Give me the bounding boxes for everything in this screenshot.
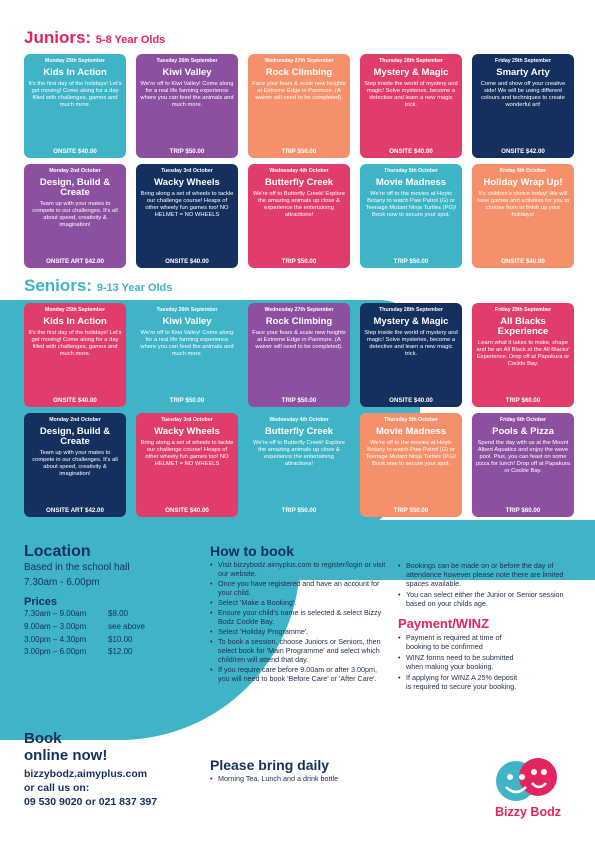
phone-numbers[interactable]: 09 530 9020 or 021 837 397 <box>24 795 158 808</box>
programme-card <box>360 413 462 517</box>
card-price: TRIP $50.00 <box>281 397 317 404</box>
card-date: Tuesday 26th September <box>156 58 218 64</box>
programme-card <box>360 54 462 158</box>
card-date: Monday 25th September <box>45 307 105 313</box>
card-price: TRIP $60.00 <box>505 507 541 514</box>
programme-card <box>136 413 238 517</box>
card-date: Thursday 5th October <box>384 168 438 174</box>
card-price: ONSITE ART $42.00 <box>46 258 104 265</box>
card-price: TRIP $50.00 <box>169 397 205 404</box>
payment-heading: Payment/WINZ <box>398 616 490 631</box>
card-price: ONSITE $40.00 <box>53 397 97 404</box>
card-title: Design, Build & Create <box>39 426 111 448</box>
book-now-section <box>24 730 214 808</box>
seniors-heading <box>24 276 172 296</box>
card-price: ONSITE $42.00 <box>501 148 545 155</box>
programme-card <box>24 413 126 517</box>
programme-card <box>136 54 238 158</box>
list-item: • If you require care before 9.00am or after 3.00pm, you will need to book 'Before Care' or 'After Care'. <box>210 665 390 683</box>
list-item: • Payment is required at time of booking to be confirmed <box>398 633 518 651</box>
card-title: Design, Build & Create <box>39 177 111 199</box>
card-title: All Blacks Experience <box>497 316 549 338</box>
card-title: Kids In Action <box>43 67 107 79</box>
card-date: Wednesday 4th October <box>269 168 329 174</box>
card-date: Friday 29th September <box>495 58 551 64</box>
programme-card <box>472 164 574 268</box>
list-item: • You can select either the Junior or Senior session based on your childs age. <box>398 590 574 608</box>
card-price: TRIP $60.00 <box>505 397 541 404</box>
bookings-section <box>398 543 574 691</box>
card-description: We're off to the movies at Hoyts Botany to watch Paw Patrol (G) or Teenage Mutant Ninja Turtles (PG)! Book now to secure your spot. <box>365 440 457 468</box>
list-item: • Once you have registered and have an account for your child. <box>210 579 390 597</box>
card-description: Bring along a set of wheels to tackle our challenge course! Heaps of other wheely fun games too! NO HELMET = NO WHEELS <box>140 440 234 468</box>
card-date: Tuesday 26th September <box>156 307 218 313</box>
programme-card <box>248 413 350 517</box>
card-description: Bring along a set of wheels to tackle our challenge course! Heaps of other wheely fun games too! NO HELMET = NO WHEELS <box>140 191 234 219</box>
card-date: Tuesday 3rd October <box>161 168 213 174</box>
bring-daily-heading: Please bring daily <box>210 757 330 773</box>
price-time: 3.00pm – 6.00pm <box>24 647 87 657</box>
card-title: Kiwi Valley <box>162 67 212 79</box>
how-to-book-list <box>210 560 390 683</box>
card-date: Friday 6th October <box>499 168 547 174</box>
seniors-title: Seniors: <box>24 276 93 295</box>
programme-card <box>136 164 238 268</box>
bring-daily-section <box>210 757 390 783</box>
prices-heading: Prices <box>24 596 58 608</box>
seniors-programme-grid <box>24 303 575 517</box>
card-date: Wednesday 27th September <box>264 58 334 64</box>
programme-card <box>472 303 574 407</box>
card-price: TRIP $50.00 <box>281 507 317 514</box>
card-title: Mystery & Magic <box>373 67 449 79</box>
bizzy-bodz-faces-logo-icon <box>482 755 574 807</box>
bookings-heading: Bookings <box>398 543 462 559</box>
card-price: ONSITE $40.00 <box>53 148 97 155</box>
card-title: Movie Madness <box>375 426 447 438</box>
card-title: Holiday Wrap Up! <box>483 177 563 189</box>
card-description: Step inside the world of mystery and magic! Solve mysteries, become a detective and learn a new magic trick. <box>364 330 458 358</box>
card-description: It's the first day of the holidays! Let's get moving! Come along for a day filled with challenges, games and much more. <box>28 330 122 358</box>
card-title: Pools & Pizza <box>492 426 554 438</box>
seniors-subtitle: 9-13 Year Olds <box>96 282 173 294</box>
card-price: TRIP $50.00 <box>281 258 317 265</box>
card-description: Team up with your mates to compete in our challenges. It's all about speed, creativity & imagination! <box>32 450 118 478</box>
programme-card <box>472 54 574 158</box>
card-title: Smarty Arty <box>496 67 550 79</box>
list-item: • Select 'Make a Booking'. <box>210 598 390 607</box>
card-description: We're off to Butterfly Creek! Explore the amazing animals up close & experience the entertaining attractions! <box>252 191 346 219</box>
card-title: Butterfly Creek <box>264 177 334 189</box>
card-price: TRIP $50.00 <box>393 258 429 265</box>
card-description: Team up with your mates to compete in our challenges. It's all about speed, creativity & imagination! <box>32 201 118 229</box>
card-title: Rock Climbing <box>265 316 333 328</box>
card-date: Tuesday 3rd October <box>161 417 213 423</box>
card-description: Spend the day with us at the Mount Albert Aquatics and enjoy the wave pool. Plus, you can feast on some pizza for lunch! Drop off at Papakura or Cockle Bay. <box>476 440 570 475</box>
booking-url-link[interactable]: bizzybodz.aimyplus.com <box>24 767 148 780</box>
programme-card <box>360 303 462 407</box>
how-to-book-heading: How to book <box>210 543 294 559</box>
card-title: Kiwi Valley <box>162 316 212 328</box>
juniors-programme-grid <box>24 54 575 268</box>
card-price: TRIP $50.00 <box>169 148 205 155</box>
card-date: Monday 2nd October <box>49 417 101 423</box>
price-time: 7.30am – 9.00am <box>24 609 87 618</box>
programme-card <box>248 54 350 158</box>
card-description: We're off to Kiwi Valley! Come along for a real life farming experience where you can feed the animals and much more. <box>140 81 234 109</box>
card-title: Wacky Wheels <box>154 426 220 438</box>
price-cost: see above <box>108 621 145 631</box>
card-date: Thursday 5th October <box>384 417 438 423</box>
list-item: • Bookings can be made on or before the day of attendance however please note there are limited spaces available. <box>398 561 574 588</box>
location-hours: 7.30am - 6.00pm <box>24 576 100 588</box>
card-price: TRIP $50.00 <box>281 148 317 155</box>
price-time: 3.00pm – 4.30pm <box>24 634 87 644</box>
bizzy-bodz-logo <box>482 755 574 825</box>
how-to-book-section <box>210 543 390 683</box>
card-date: Thursday 28th September <box>379 58 443 64</box>
card-price: ONSITE $40.00 <box>501 258 545 265</box>
price-cost: $12.00 <box>108 647 133 657</box>
location-heading: Location <box>24 543 91 560</box>
card-date: Monday 2nd October <box>49 168 101 174</box>
juniors-heading <box>24 28 165 48</box>
programme-card <box>248 164 350 268</box>
juniors-title: Juniors: <box>24 28 92 47</box>
price-time: 9.00am – 3.00pm <box>24 621 87 631</box>
list-item: • WINZ forms need to be submitted when making your booking. <box>398 653 518 671</box>
card-price: ONSITE $40.00 <box>389 397 433 404</box>
card-price: ONSITE ART $42.00 <box>46 507 104 514</box>
price-row <box>24 646 204 659</box>
card-description: Face your fears & scale new heights at Extreme Edge in Panmure. (A waiver will need to be completed). <box>252 81 346 102</box>
card-description: We're off to the movies at Hoyts Botany to watch Paw Patrol (G) or Teenage Mutant Ninja Turtles (PG)! Book now to secure your spot. <box>365 191 457 219</box>
card-description: We're off to Kiwi Valley! Come along for a real life farming experience where you can feed the animals and much more. <box>140 330 234 358</box>
list-item: • Select 'Holiday Programme'. <box>210 627 390 636</box>
card-date: Thursday 28th September <box>379 307 443 313</box>
programme-card <box>24 54 126 158</box>
card-description: Come and show off your creative side! We will be using different colours and techniques to create wonderful art! <box>480 81 566 109</box>
price-row <box>24 634 204 647</box>
programme-card <box>360 164 462 268</box>
book-now-subheading: online now! <box>24 747 108 765</box>
list-item: • Morning Tea, Lunch and a drink bottle <box>210 774 390 783</box>
card-date: Monday 25th September <box>45 58 105 64</box>
card-title: Kids In Action <box>43 316 107 328</box>
card-title: Wacky Wheels <box>154 177 220 189</box>
bring-daily-list <box>210 774 390 783</box>
price-cost: $8.00 <box>108 609 129 618</box>
price-row <box>24 621 204 634</box>
programme-card <box>24 303 126 407</box>
payment-list <box>398 633 518 691</box>
price-cost: $10.00 <box>108 634 133 644</box>
price-row <box>24 608 204 621</box>
call-label: or call us on: <box>24 781 90 794</box>
card-price: ONSITE $40.00 <box>165 507 209 514</box>
programme-card <box>136 303 238 407</box>
card-price: ONSITE $40.00 <box>165 258 209 265</box>
bookings-list <box>398 561 574 608</box>
card-price: TRIP $50.00 <box>393 507 429 514</box>
card-title: Mystery & Magic <box>373 316 449 328</box>
card-description: Learn what it takes to make, shape and be an All Black at the All Blacks' Experience. Drop off at Papakura or Cockle Bay. <box>476 340 570 368</box>
list-item: • If applying for WINZ A 25% deposit is required to secure your booking. <box>398 673 518 691</box>
card-description: It's children's choice today! We will have games and activities for you to choose from to finish up your holidays! <box>476 191 570 219</box>
card-description: It's the first day of the holidays! Let's get moving! Come along for a day filled with challenges, games and much more. <box>28 81 122 109</box>
card-date: Friday 6th October <box>499 417 547 423</box>
location-section <box>24 543 204 659</box>
card-date: Friday 29th September <box>495 307 551 313</box>
juniors-subtitle: 5-8 Year Olds <box>95 34 166 46</box>
card-description: We're off to Butterfly Creek! Explore the amazing animals up close & experience the entertaining attractions! <box>252 440 346 468</box>
programme-card <box>24 164 126 268</box>
book-now-heading: Book <box>24 730 62 747</box>
price-list <box>24 608 204 659</box>
card-price: ONSITE $40.00 <box>389 148 433 155</box>
programme-card <box>472 413 574 517</box>
list-item: • Ensure your child's name is selected & select Bizzy Bodz Cockle Bay. <box>210 608 390 626</box>
location-venue: Based in the school hall <box>24 562 130 573</box>
list-item: • Visit bizzybodz.aimyplus.com to register/login or visit our website. <box>210 560 390 578</box>
card-description: Step inside the world of mystery and magic! Solve mysteries, become a detective and learn a new magic trick. <box>364 81 458 109</box>
card-date: Wednesday 4th October <box>269 417 329 423</box>
list-item: • To book a session, choose Juniors or Seniors, then select book for 'Main Programme' and select which child/ren will attend that day. <box>210 637 390 664</box>
programme-card <box>248 303 350 407</box>
card-title: Movie Madness <box>375 177 447 189</box>
card-description: Face your fears & scale new heights at Extreme Edge in Panmure. (A waiver will need to be completed). <box>252 330 346 351</box>
logo-text: Bizzy Bodz <box>495 805 561 819</box>
card-date: Wednesday 27th September <box>264 307 334 313</box>
card-title: Rock Climbing <box>265 67 333 79</box>
card-title: Butterfly Creek <box>264 426 334 438</box>
